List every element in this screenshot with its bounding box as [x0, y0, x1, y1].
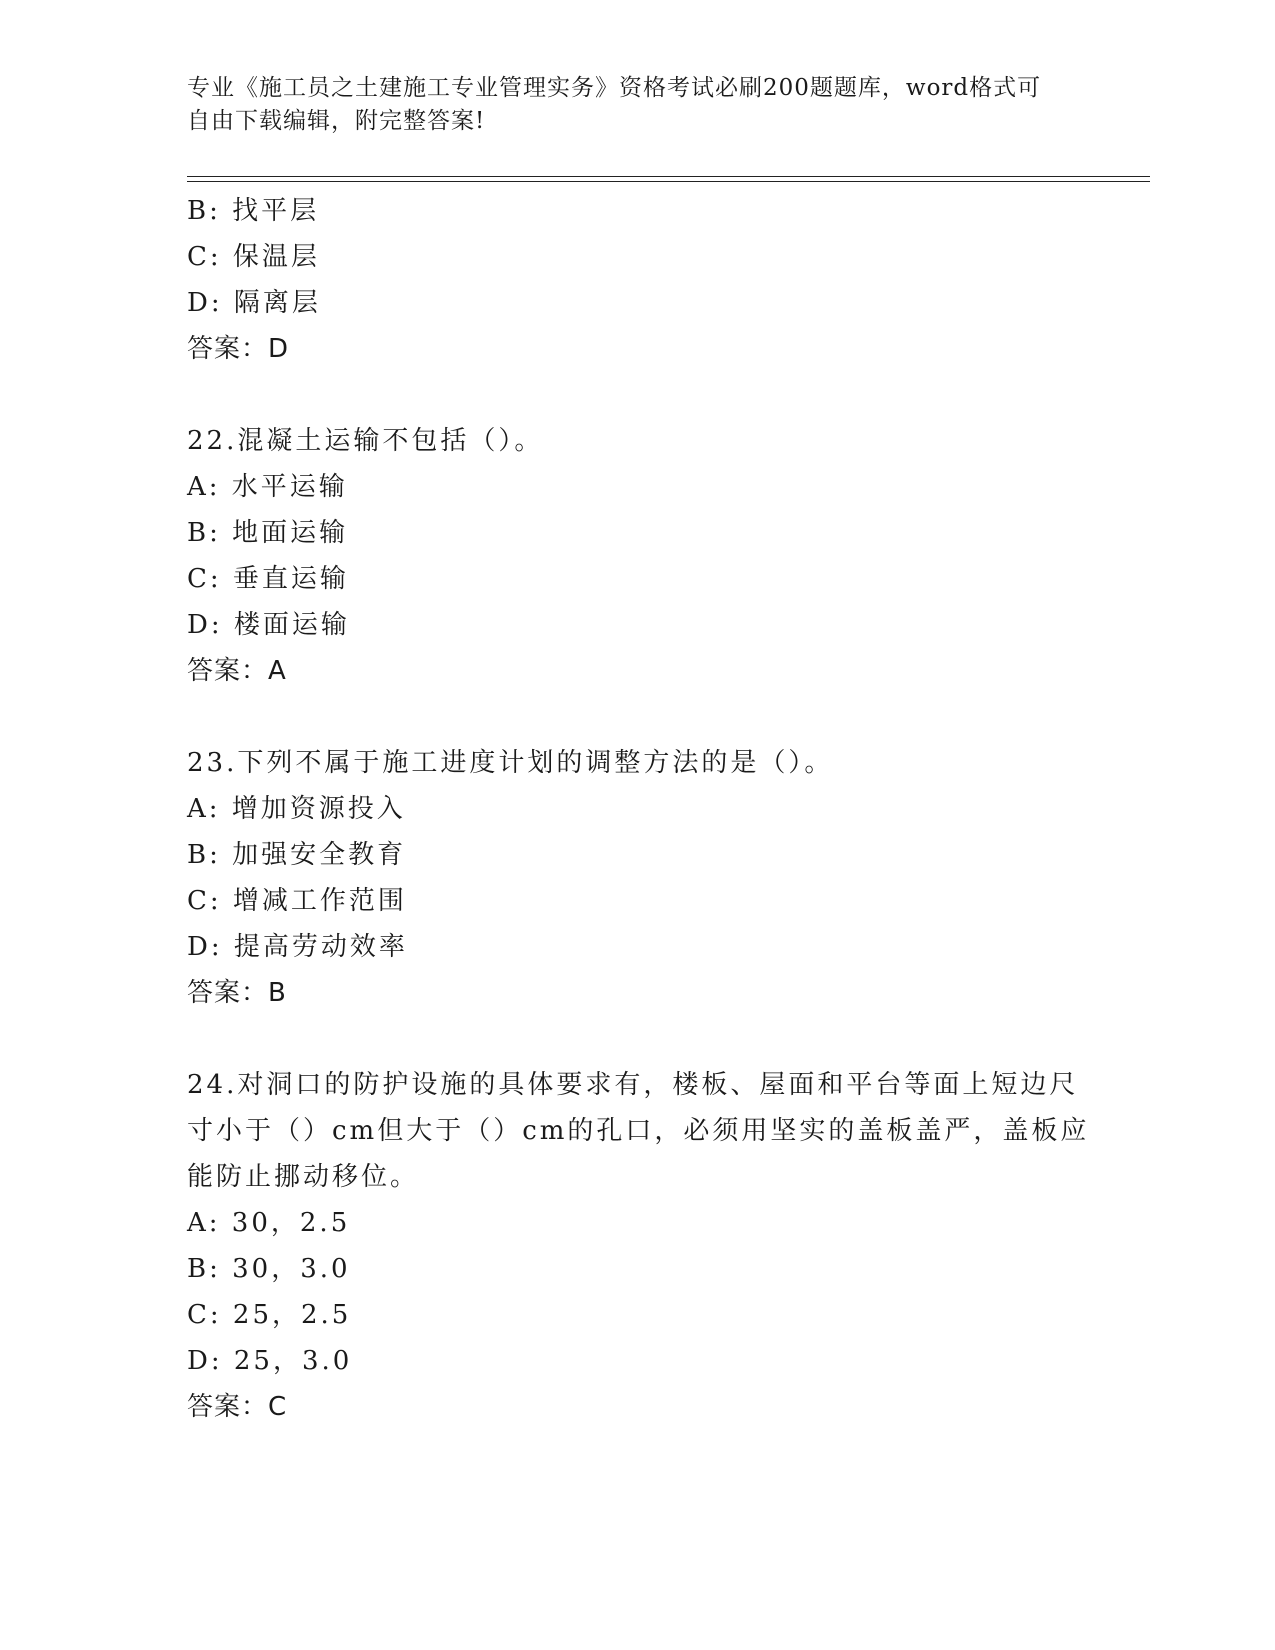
question-24 [187, 1062, 1090, 1430]
question-stem-line-2: 寸小于（）cm但大于（）cm的孔口，必须用坚实的盖板盖严，盖板应 [187, 1116, 1090, 1146]
spacer [187, 1016, 1087, 1062]
option-c: C: 保温层 [187, 242, 320, 272]
option-b: B: 找平层 [187, 196, 320, 226]
question-21-partial [187, 188, 1087, 372]
spacer [187, 372, 1087, 418]
option-d: D: 隔离层 [187, 288, 321, 318]
header-line-2: 自由下载编辑，附完整答案! [187, 108, 486, 134]
answer-line: 答案：B [187, 978, 287, 1008]
answer-line: 答案：C [187, 1392, 288, 1422]
header-line-1: 专业《施工员之土建施工专业管理实务》资格考试必刷200题题库，word格式可 [187, 75, 1042, 101]
option-a: A: 30，2.5 [187, 1208, 351, 1238]
question-22 [187, 418, 1087, 694]
option-c: C: 增减工作范围 [187, 886, 407, 916]
spacer [187, 694, 1087, 740]
option-c: C: 25，2.5 [187, 1300, 352, 1330]
question-stem-line-3: 能防止挪动移位。 [187, 1162, 420, 1192]
question-stem: 23.下列不属于施工进度计划的调整方法的是（）。 [187, 748, 834, 778]
answer-line: 答案：A [187, 656, 287, 686]
question-stem: 22.混凝土运输不包括（）。 [187, 426, 544, 456]
document-body [187, 188, 1090, 1430]
option-b: B: 加强安全教育 [187, 840, 407, 870]
question-23 [187, 740, 1087, 1016]
answer-line: 答案：D [187, 334, 290, 364]
option-d: D: 楼面运输 [187, 610, 350, 640]
document-header [187, 72, 1067, 138]
option-b: B: 地面运输 [187, 518, 349, 548]
question-stem-line-1: 24.对洞口的防护设施的具体要求有，楼板、屋面和平台等面上短边尺 [187, 1070, 1079, 1100]
option-a: A: 水平运输 [187, 472, 348, 502]
option-a: A: 增加资源投入 [187, 794, 406, 824]
option-b: B: 30，3.0 [187, 1254, 351, 1284]
header-rule-top [187, 176, 1150, 177]
option-d: D: 提高劳动效率 [187, 932, 408, 962]
header-rule-bottom [187, 181, 1150, 182]
option-c: C: 垂直运输 [187, 564, 349, 594]
option-d: D: 25，3.0 [187, 1346, 353, 1376]
